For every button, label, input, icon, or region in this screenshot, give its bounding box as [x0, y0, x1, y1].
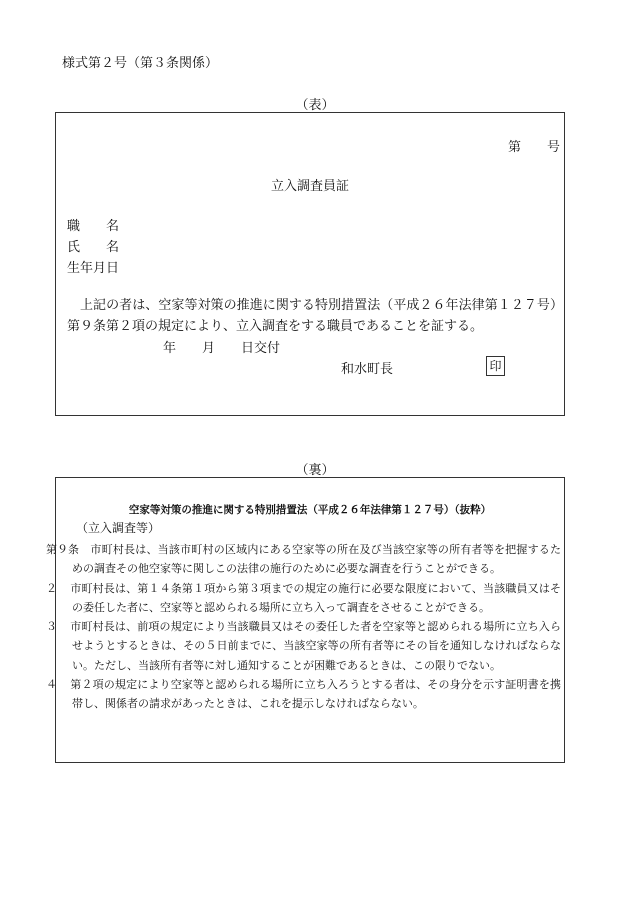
form-number-label: 様式第２号（第３条関係） [62, 56, 219, 71]
certification-statement: 上記の者は、空家等対策の推進に関する特別措置法（平成２６年法律第１２７号）第９条第２項の規定により、立入調査をする職員であることを証する。 [67, 298, 563, 334]
field-job-title: 職 名 [67, 219, 120, 234]
field-date-of-birth: 生年月日 [67, 261, 120, 276]
field-name: 氏 名 [67, 240, 120, 255]
article-item: ４ 第２項の規定により空家等と認められる場所に立ち入ろうとする者は、その身分を示す証明書を携帯し、関係者の請求があったときは、これを提示しなければならない。 [46, 678, 561, 711]
front-side-heading: （表） [295, 98, 335, 113]
law-title: 空家等対策の推進に関する特別措置法（平成２６年法律第１２７号）（抜粋） [128, 504, 492, 516]
issuer-name: 和水町長 [341, 362, 394, 377]
article-text: 市町村長は、前項の規定により当該職員又はその委任した者を空家等と認められる場所に立ち入らせようとするときは、その５日前までに、当該空家等の所有者等にその旨を通知しなければならない。ただし、当該所有者等に対し通知することが困難であるときは、この限りでない。 [59, 620, 561, 672]
back-side-heading: （裏） [295, 463, 335, 478]
article-text: 市町村長は、第１４条第１項から第３項までの規定の施行に必要な限度において、当該職員又はその委任した者に、空家等と認められる場所に立ち入って調査をさせることができる。 [59, 581, 561, 614]
seal-stamp: 印 [486, 356, 505, 376]
article-item: ３ 市町村長は、前項の規定により当該職員又はその委任した者を空家等と認められる場所に立ち入らせようとするときは、その５日前までに、当該空家等の所有者等にその旨を通知しなければならない。ただし、当該所有者等に対し通知することが困難であるときは、この限りでない。 [46, 620, 561, 672]
certificate-title: 立入調査員証 [270, 179, 349, 194]
article-text: 第２項の規定により空家等と認められる場所に立ち入ろうとする者は、その身分を示す証明書を携帯し、関係者の請求があったときは、これを提示しなければならない。 [59, 678, 561, 711]
article-item: ２ 市町村長は、第１４条第１項から第３項までの規定の施行に必要な限度において、当該職員又はその委任した者に、空家等と認められる場所に立ち入って調査をさせることができる。 [46, 581, 561, 614]
back-card [46, 477, 565, 763]
issue-date: 年 月 日交付 [163, 341, 281, 356]
certificate-number-label: 第 号 [507, 140, 560, 155]
article-text: 市町村長は、当該市町村の区域内にある空家等の所在及び当該空家等の所有者等を把握するための調査その他空家等に関しこの法律の施行のために必要な調査を行うことができる。 [72, 543, 561, 576]
section-caption: （立入調査等） [76, 521, 161, 535]
article-number: 第９条 [46, 543, 79, 556]
front-card [55, 112, 565, 416]
article-item [46, 540, 561, 579]
article-list [46, 540, 561, 714]
